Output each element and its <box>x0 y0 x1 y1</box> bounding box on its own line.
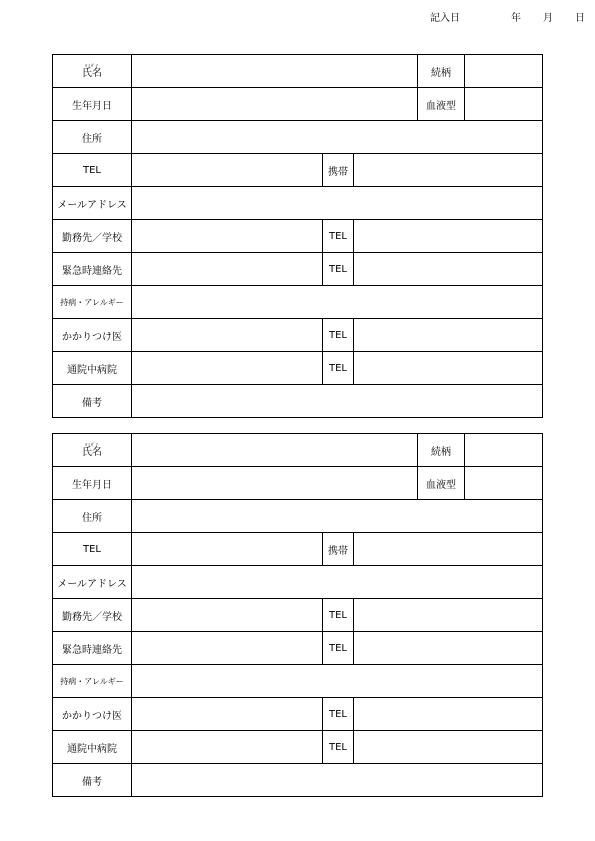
work-school-field[interactable] <box>133 599 322 631</box>
mobile-field[interactable] <box>355 533 542 565</box>
month-label: 月 <box>543 13 553 24</box>
notes-label: 備考 <box>53 764 132 796</box>
family-doctor-field[interactable] <box>133 319 322 351</box>
entry-date-label: 記入日 <box>430 13 460 24</box>
name-label: 氏名 <box>82 446 102 458</box>
relation-label: 続柄 <box>417 55 465 87</box>
emergency-tel-field[interactable] <box>355 253 542 285</box>
hospital-tel-label: TEL <box>322 352 354 384</box>
family-doctor-row <box>53 318 542 351</box>
relation-field[interactable] <box>466 434 542 466</box>
emergency-row <box>53 252 542 285</box>
entry-date-header <box>0 9 595 25</box>
name-row <box>53 55 542 87</box>
day-label: 日 <box>575 13 585 24</box>
address-field[interactable] <box>133 500 542 532</box>
relation-field[interactable] <box>466 55 542 87</box>
address-row <box>53 120 542 153</box>
family-doctor-label: かかりつけ医 <box>53 698 132 730</box>
year-label: 年 <box>511 13 521 24</box>
allergy-label: 持病・アレルギー <box>53 665 132 697</box>
address-label: 住所 <box>53 500 132 532</box>
blood-type-field[interactable] <box>466 467 542 499</box>
mobile-field[interactable] <box>355 154 542 186</box>
emergency-row <box>53 631 542 664</box>
doctor-tel-field[interactable] <box>355 319 542 351</box>
birthdate-label: 生年月日 <box>53 88 132 120</box>
tel-row <box>53 153 542 186</box>
email-row <box>53 186 542 219</box>
work-tel-label: TEL <box>322 220 354 252</box>
tel-label: TEL <box>53 154 132 186</box>
birthdate-field[interactable] <box>133 467 417 499</box>
work-school-row <box>53 219 542 252</box>
family-doctor-label: かかりつけ医 <box>53 319 132 351</box>
emergency-label: 緊急時連絡先 <box>53 253 132 285</box>
name-row <box>53 434 542 466</box>
notes-label: 備考 <box>53 385 132 417</box>
name-label: 氏名 <box>82 67 102 79</box>
work-tel-field[interactable] <box>355 599 542 631</box>
notes-field[interactable] <box>133 764 542 796</box>
hospital-field[interactable] <box>133 352 322 384</box>
name-field[interactable] <box>133 55 417 87</box>
furigana-label: ﾖﾐｶﾞﾅ <box>85 62 99 68</box>
member-form-1 <box>52 54 543 418</box>
address-row <box>53 499 542 532</box>
doctor-tel-field[interactable] <box>355 698 542 730</box>
email-field[interactable] <box>133 566 542 598</box>
family-doctor-field[interactable] <box>133 698 322 730</box>
allergy-field[interactable] <box>133 665 542 697</box>
blood-type-field[interactable] <box>466 88 542 120</box>
work-tel-field[interactable] <box>355 220 542 252</box>
hospital-tel-field[interactable] <box>355 352 542 384</box>
emergency-field[interactable] <box>133 253 322 285</box>
emergency-tel-label: TEL <box>322 632 354 664</box>
address-field[interactable] <box>133 121 542 153</box>
tel-row <box>53 532 542 565</box>
hospital-row <box>53 730 542 763</box>
allergy-row <box>53 285 542 318</box>
hospital-label: 通院中病院 <box>53 352 132 384</box>
notes-row <box>53 763 542 796</box>
name-field[interactable] <box>133 434 417 466</box>
notes-field[interactable] <box>133 385 542 417</box>
name-label-cell <box>53 434 132 466</box>
work-school-label: 勤務先／学校 <box>53 220 132 252</box>
allergy-label: 持病・アレルギー <box>53 286 132 318</box>
work-school-row <box>53 598 542 631</box>
work-tel-label: TEL <box>322 599 354 631</box>
email-row <box>53 565 542 598</box>
blood-type-label: 血液型 <box>417 88 465 120</box>
mobile-label: 携帯 <box>322 154 354 186</box>
emergency-field[interactable] <box>133 632 322 664</box>
tel-field[interactable] <box>133 533 322 565</box>
work-school-label: 勤務先／学校 <box>53 599 132 631</box>
emergency-tel-field[interactable] <box>355 632 542 664</box>
birthdate-label: 生年月日 <box>53 467 132 499</box>
tel-label: TEL <box>53 533 132 565</box>
email-field[interactable] <box>133 187 542 219</box>
hospital-row <box>53 351 542 384</box>
hospital-tel-label: TEL <box>322 731 354 763</box>
allergy-field[interactable] <box>133 286 542 318</box>
hospital-label: 通院中病院 <box>53 731 132 763</box>
doctor-tel-label: TEL <box>322 698 354 730</box>
allergy-row <box>53 664 542 697</box>
furigana-label: ﾖﾐｶﾞﾅ <box>85 441 99 447</box>
doctor-tel-label: TEL <box>322 319 354 351</box>
name-label-cell <box>53 55 132 87</box>
blood-type-label: 血液型 <box>417 467 465 499</box>
family-doctor-row <box>53 697 542 730</box>
hospital-tel-field[interactable] <box>355 731 542 763</box>
address-label: 住所 <box>53 121 132 153</box>
relation-label: 続柄 <box>417 434 465 466</box>
birthdate-field[interactable] <box>133 88 417 120</box>
birthdate-row <box>53 466 542 499</box>
mobile-label: 携帯 <box>322 533 354 565</box>
email-label: メールアドレス <box>53 566 132 598</box>
birthdate-row <box>53 87 542 120</box>
member-form-2 <box>52 433 543 797</box>
work-school-field[interactable] <box>133 220 322 252</box>
emergency-label: 緊急時連絡先 <box>53 632 132 664</box>
notes-row <box>53 384 542 417</box>
hospital-field[interactable] <box>133 731 322 763</box>
email-label: メールアドレス <box>53 187 132 219</box>
tel-field[interactable] <box>133 154 322 186</box>
emergency-tel-label: TEL <box>322 253 354 285</box>
